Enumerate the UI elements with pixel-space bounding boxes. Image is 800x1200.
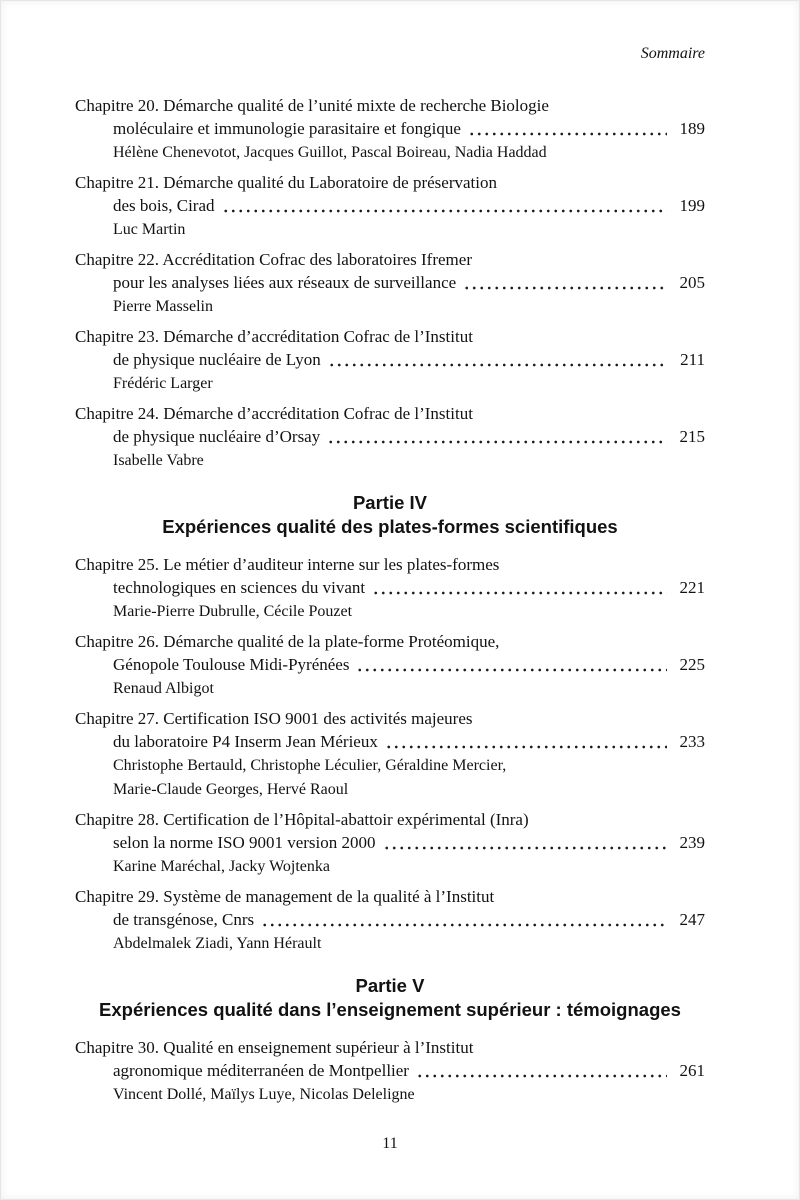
toc-entry-title-row	[75, 425, 705, 448]
toc-entry-title-line2: technologiques en sciences du vivant	[113, 578, 366, 597]
toc-entry-page-number: 233	[679, 732, 705, 751]
leader-dots	[222, 199, 667, 213]
leader-dots	[327, 430, 667, 444]
toc-entry-page-number: 205	[679, 273, 705, 292]
toc-entry-page-number: 225	[679, 655, 705, 674]
part-heading	[75, 491, 705, 539]
toc-entry-page-number: 199	[679, 196, 705, 215]
toc-entry-title-row	[75, 730, 705, 753]
toc-entry-authors: Luc Martin	[113, 221, 186, 238]
toc-entry	[75, 707, 705, 801]
leader-dots	[261, 913, 667, 927]
toc-entry-page-number: 261	[679, 1061, 705, 1080]
toc-entry-title-line1: Chapitre 27. Certification ISO 9001 des activités majeures	[75, 709, 473, 728]
toc-entry-title-row	[75, 194, 705, 217]
toc-entry-authors: Marie-Claude Georges, Hervé Raoul	[113, 781, 349, 798]
toc-entry-title-line2: Génopole Toulouse Midi-Pyrénées	[113, 655, 350, 674]
part-label: Partie V	[355, 975, 425, 996]
toc-entry-title-line1: Chapitre 21. Démarche qualité du Laboratoire de préservation	[75, 173, 497, 192]
folio-page-number: 11	[382, 1135, 398, 1152]
toc-entry-authors: Vincent Dollé, Maïlys Luye, Nicolas Deleligne	[113, 1086, 415, 1103]
toc-entry	[75, 1036, 705, 1106]
toc-entry-title-row	[75, 831, 705, 854]
toc-entry	[75, 808, 705, 878]
toc-entry-title-line2: de physique nucléaire d’Orsay	[113, 427, 321, 446]
toc-entry-authors: Christophe Bertauld, Christophe Léculier, Géraldine Mercier,	[113, 757, 507, 774]
leader-dots	[468, 122, 667, 136]
toc-entry-title-line2: agronomique méditerranéen de Montpellier	[113, 1061, 409, 1080]
toc-entry-authors: Isabelle Vabre	[113, 452, 204, 469]
toc-entry	[75, 402, 705, 472]
toc-entry-title-line1: Chapitre 23. Démarche d’accréditation Cofrac de l’Institut	[75, 327, 473, 346]
part-subtitle: Expériences qualité dans l’enseignement supérieur : témoignages	[99, 999, 681, 1020]
toc-entry	[75, 248, 705, 318]
toc-entry-title-line1: Chapitre 25. Le métier d’auditeur interne sur les plates-formes	[75, 555, 500, 574]
toc-entry-title-line1: Chapitre 24. Démarche d’accréditation Cofrac de l’Institut	[75, 404, 473, 423]
leader-dots	[385, 735, 667, 749]
toc-entry-title-line1: Chapitre 22. Accréditation Cofrac des laboratoires Ifremer	[75, 250, 472, 269]
toc-entry	[75, 171, 705, 241]
toc-entry-title-line2: du laboratoire P4 Inserm Jean Mérieux	[113, 732, 378, 751]
toc-entry-title-line2: moléculaire et immunologie parasitaire et fongique	[113, 119, 461, 138]
toc-entry-page-number: 189	[679, 119, 705, 138]
running-head-sommaire: Sommaire	[640, 45, 705, 62]
toc-entry-title-line2: selon la norme ISO 9001 version 2000	[113, 833, 376, 852]
leader-dots	[356, 658, 667, 672]
toc-entry-authors: Pierre Masselin	[113, 298, 213, 315]
toc-entry	[75, 885, 705, 955]
toc-entry-authors: Marie-Pierre Dubrulle, Cécile Pouzet	[113, 603, 353, 620]
part-label: Partie IV	[352, 492, 428, 513]
toc-entry-title-line1: Chapitre 28. Certification de l’Hôpital-abattoir expérimental (Inra)	[75, 810, 529, 829]
toc-entry-title-row	[75, 271, 705, 294]
leader-dots	[328, 353, 667, 367]
toc-entry-title-line2: de physique nucléaire de Lyon	[113, 350, 321, 369]
leader-dots	[383, 836, 667, 850]
leader-dots	[463, 276, 667, 290]
leader-dots	[416, 1064, 667, 1078]
toc-entry-page-number: 221	[679, 578, 705, 597]
toc-entry	[75, 325, 705, 395]
toc-entry-title-line2: pour les analyses liées aux réseaux de surveillance	[113, 273, 457, 292]
page-header	[75, 44, 705, 64]
toc-entry-page-number: 247	[679, 910, 705, 929]
toc-entry-title-row	[75, 117, 705, 140]
toc-entry-title-row	[75, 908, 705, 931]
toc-entry-title-row	[75, 576, 705, 599]
toc-entry-title-row	[75, 1059, 705, 1082]
page-footer	[75, 1134, 705, 1154]
toc-entry-title-line1: Chapitre 26. Démarche qualité de la plate-forme Protéomique,	[75, 632, 500, 651]
toc-entry-authors: Hélène Chenevotot, Jacques Guillot, Pascal Boireau, Nadia Haddad	[113, 144, 547, 161]
toc-entry	[75, 94, 705, 164]
toc-entry-authors: Karine Maréchal, Jacky Wojtenka	[113, 858, 330, 875]
toc-entry-page-number: 211	[680, 350, 705, 369]
toc-entry-title-row	[75, 653, 705, 676]
toc-entry-title-row	[75, 348, 705, 371]
toc-entry-title-line1: Chapitre 29. Système de management de la qualité à l’Institut	[75, 887, 495, 906]
toc-entry-authors: Frédéric Larger	[113, 375, 213, 392]
toc-entry-title-line2: des bois, Cirad	[113, 196, 215, 215]
toc-entry-authors: Abdelmalek Ziadi, Yann Hérault	[113, 935, 322, 952]
toc-entry-title-line1: Chapitre 20. Démarche qualité de l’unité mixte de recherche Biologie	[75, 96, 549, 115]
part-heading	[75, 974, 705, 1022]
toc-entry-title-line2: de transgénose, Cnrs	[113, 910, 255, 929]
toc-entry-title-line1: Chapitre 30. Qualité en enseignement supérieur à l’Institut	[75, 1038, 474, 1057]
leader-dots	[372, 581, 667, 595]
part-subtitle: Expériences qualité des plates-formes scientifiques	[162, 516, 618, 537]
toc-entry-page-number: 215	[679, 427, 705, 446]
toc-entry	[75, 553, 705, 623]
toc-entry-page-number: 239	[679, 833, 705, 852]
toc-entry-authors: Renaud Albigot	[113, 680, 214, 697]
toc-entry	[75, 630, 705, 700]
